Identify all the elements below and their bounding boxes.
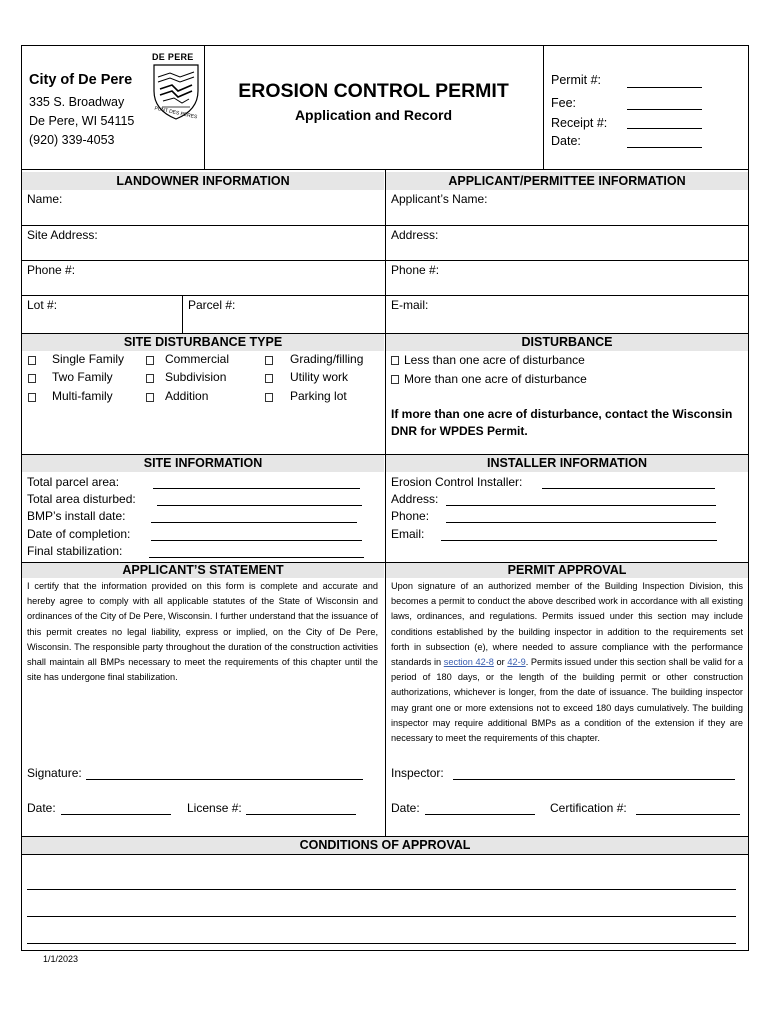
installer-phone-label: Phone: — [391, 509, 430, 523]
statement-text: I certify that the information provided on this form is complete and accurate and hereby agree to comply with all applicable statutes of the State of Wisconsin and ordinances of the City of De Pere, Wisconsin. I further understand that the issuance of this permit creates no legal liability, express or implied, on the City of De Pere, Wisconsin. The responsible party throughout the duration of the construction activities shall maintain all BMPs necessary to meet the requirements of this chapter until the site has undergone final stabilization. — [27, 581, 378, 683]
disturbance-heading: DISTURBANCE — [521, 335, 613, 349]
multi-family-label: Multi-family — [52, 389, 113, 403]
city-name: City of De Pere — [29, 72, 133, 88]
installer-address-label: Address: — [391, 492, 439, 506]
installer-address-field[interactable] — [446, 505, 716, 506]
approval-date-field[interactable] — [425, 814, 535, 815]
section-42-9-link[interactable]: 42-9 — [507, 657, 526, 668]
date-label: Date: — [551, 134, 581, 148]
section-42-8-link[interactable]: section 42-8 — [443, 657, 494, 668]
site-type-heading: SITE DISTURBANCE TYPE — [123, 335, 283, 349]
parking-lot-checkbox[interactable] — [265, 393, 273, 402]
form-subtitle: Application and Record — [294, 107, 453, 123]
subdivision-label: Subdivision — [165, 370, 227, 384]
total-area-disturbed-field[interactable] — [157, 505, 362, 506]
applicant-email-field[interactable]: E-mail: — [391, 298, 429, 312]
applicant-date-field[interactable] — [61, 814, 171, 815]
applicant-phone-field[interactable]: Phone #: — [391, 263, 440, 277]
city-phone: (920) 339-4053 — [29, 133, 115, 147]
divider — [21, 854, 749, 855]
divider — [543, 45, 544, 169]
more-than-one-acre-label: More than one acre of disturbance — [404, 372, 587, 386]
commercial-label: Commercial — [165, 352, 230, 366]
landowner-heading: LANDOWNER INFORMATION — [116, 174, 290, 188]
date-of-completion-field[interactable] — [151, 540, 362, 541]
approval-or: or — [496, 657, 505, 668]
conditions-line-1[interactable] — [27, 889, 736, 890]
parcel-field[interactable]: Parcel #: — [188, 298, 236, 312]
revision-date: 1/1/2023 — [43, 954, 79, 964]
certification-field[interactable] — [636, 814, 740, 815]
grading-filling-checkbox[interactable] — [265, 356, 273, 365]
subdivision-checkbox[interactable] — [146, 374, 154, 383]
fee-label: Fee: — [551, 96, 577, 110]
date-of-completion-label: Date of completion: — [27, 527, 131, 541]
final-stabilization-field[interactable] — [149, 557, 364, 558]
approval-text-part1: Upon signature of an authorized member of the Building Inspection Division, this becomes a permit to conduct the above described work in accordance with all existing laws, ordinances, and regulations. Permits issued under this section may include conditions established by the building inspector in addition to the requirements set forth in subsection (e), where needed to assure compliance with the performance standards in — [391, 581, 743, 668]
installer-email-label: Email: — [391, 527, 425, 541]
applicant-date-label: Date: — [27, 801, 56, 815]
site-address-field[interactable]: Site Address: — [27, 228, 98, 242]
inspector-field[interactable] — [453, 779, 735, 780]
applicant-heading: APPLICANT/PERMITTEE INFORMATION — [448, 174, 686, 188]
utility-work-checkbox[interactable] — [265, 374, 273, 383]
addition-checkbox[interactable] — [146, 393, 154, 402]
logo-text-bottom: PUNT DES PERES — [153, 105, 198, 121]
landowner-phone-field[interactable]: Phone #: — [27, 263, 76, 277]
total-parcel-area-label: Total parcel area: — [27, 475, 120, 489]
city-address-line1: 335 S. Broadway — [29, 95, 125, 109]
less-than-one-acre-checkbox[interactable] — [391, 356, 399, 365]
form-title: EROSION CONTROL PERMIT — [238, 80, 509, 102]
conditions-line-2[interactable] — [27, 916, 736, 917]
divider — [385, 169, 386, 836]
bmp-install-date-label: BMP’s install date: — [27, 509, 126, 523]
wpdes-note: If more than one acre of disturbance, contact the Wisconsin DNR for WPDES Permit. — [391, 407, 733, 438]
total-parcel-area-field[interactable] — [153, 488, 360, 489]
single-family-checkbox[interactable] — [28, 356, 36, 365]
conditions-line-3[interactable] — [27, 943, 736, 944]
divider — [182, 295, 183, 333]
logo-text-top: DE PERE — [152, 52, 194, 62]
site-info-heading: SITE INFORMATION — [143, 456, 263, 470]
installer-phone-field[interactable] — [446, 522, 716, 523]
divider — [21, 225, 749, 226]
single-family-label: Single Family — [52, 352, 125, 366]
statement-heading: APPLICANT’S STATEMENT — [122, 563, 284, 577]
final-stabilization-label: Final stabilization: — [27, 544, 123, 558]
receipt-label: Receipt #: — [551, 116, 608, 130]
two-family-checkbox[interactable] — [28, 374, 36, 383]
commercial-checkbox[interactable] — [146, 356, 154, 365]
lot-field[interactable]: Lot #: — [27, 298, 58, 312]
bmp-install-date-field[interactable] — [151, 522, 357, 523]
multi-family-checkbox[interactable] — [28, 393, 36, 402]
installer-heading: INSTALLER INFORMATION — [487, 456, 647, 470]
approval-heading: PERMIT APPROVAL — [507, 563, 627, 577]
date-field[interactable] — [627, 147, 702, 148]
permit-number-label: Permit #: — [551, 73, 602, 87]
approval-date-label: Date: — [391, 801, 420, 815]
two-family-label: Two Family — [52, 370, 113, 384]
installer-name-label: Erosion Control Installer: — [391, 475, 523, 489]
grading-filling-label: Grading/filling — [290, 352, 364, 366]
installer-name-field[interactable] — [542, 488, 715, 489]
city-address-line2: De Pere, WI 54115 — [29, 114, 135, 128]
applicant-name-field[interactable]: Applicant’s Name: — [391, 192, 488, 206]
landowner-name-field[interactable]: Name: — [27, 192, 63, 206]
addition-label: Addition — [165, 389, 209, 403]
license-field[interactable] — [246, 814, 356, 815]
conditions-heading: CONDITIONS OF APPROVAL — [299, 838, 471, 852]
divider — [21, 260, 749, 261]
approval-text-part2: . Permits issued under this section shall be valid for a period of 180 days, or the length of the building permit or other construction authorizations, whichever is longer, from the date of issuance. The building inspector may grant one or more extensions not to exceed 180 days cumulatively. The building inspector may require additional BMPs as a condition of the extension if they are necessary to meet the requirements of this chapter. — [391, 657, 743, 744]
total-area-disturbed-label: Total area disturbed: — [27, 492, 136, 506]
signature-label: Signature: — [27, 766, 82, 780]
fee-field[interactable] — [627, 109, 702, 110]
more-than-one-acre-checkbox[interactable] — [391, 375, 399, 384]
approval-text — [391, 579, 743, 746]
signature-field[interactable] — [86, 779, 363, 780]
city-logo — [148, 52, 203, 124]
parking-lot-label: Parking lot — [290, 389, 347, 403]
divider — [21, 295, 749, 296]
receipt-field[interactable] — [627, 128, 702, 129]
utility-work-label: Utility work — [290, 370, 349, 384]
license-label: License #: — [187, 801, 242, 815]
less-than-one-acre-label: Less than one acre of disturbance — [404, 353, 585, 367]
permit-number-field[interactable] — [627, 87, 702, 88]
inspector-label: Inspector: — [391, 766, 444, 780]
certification-label: Certification #: — [550, 801, 627, 815]
installer-email-field[interactable] — [441, 540, 717, 541]
applicant-address-field[interactable]: Address: — [391, 228, 439, 242]
